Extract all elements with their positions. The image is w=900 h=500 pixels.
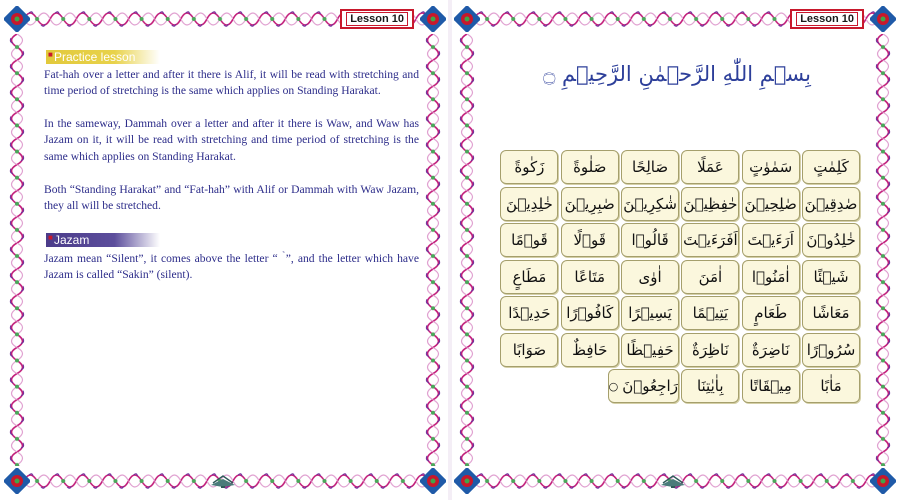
- word-row: [498, 296, 860, 333]
- quran-stand-icon: [210, 474, 236, 488]
- word-cell: اَرَءَيۡتَ: [742, 223, 800, 257]
- jazam-heading-text: Jazam: [54, 233, 90, 247]
- word-cell: بِاٰيٰتِنَا: [681, 369, 739, 403]
- ornamental-border-right: [872, 34, 894, 466]
- word-row: [498, 187, 860, 224]
- practice-paragraph-2: In the sameway, Dammah over a letter and after it there is Waw, and Waw has Jazam on it, it will be read with stretching and time period of stretching is the same which applies on Standing Harakat.: [44, 117, 419, 163]
- word-row: [498, 333, 860, 370]
- word-cell: مِيۡقَاتًا: [742, 369, 800, 403]
- word-cell: مَتَاعًا: [561, 260, 619, 294]
- word-cell: يَتِيۡمًا: [681, 296, 739, 330]
- lesson-badge-label: Lesson 10: [346, 12, 408, 26]
- practice-paragraph-3: Both “Standing Harakat” and “Fat-hah” with Alif or Dammah with Waw Jazam, they all will be stretched.: [44, 183, 419, 213]
- word-cell: زَكٰوةً: [500, 150, 558, 184]
- word-cell-final: [608, 369, 679, 403]
- word-practice-grid: [498, 150, 860, 406]
- word-cell: نَاظِرَةٌ: [681, 333, 739, 367]
- end-circle-icon: ○: [608, 379, 619, 393]
- corner-ornament: [454, 468, 480, 494]
- word-cell: حٰفِظِيۡنَ: [681, 187, 739, 221]
- word-cell: حَافِظٌ: [561, 333, 619, 367]
- right-page: [452, 0, 898, 500]
- word-cell: سَمٰوٰتٍ: [742, 150, 800, 184]
- word-cell: خٰلِدُوۡنَ: [802, 223, 860, 257]
- word-cell: اٰمَنُوۡا: [742, 260, 800, 294]
- word-cell: عَمَلًا: [681, 150, 739, 184]
- corner-ornament: [4, 6, 30, 32]
- word-cell: شٰكِرِيۡنَ: [621, 187, 679, 221]
- word-row: [498, 223, 860, 260]
- practice-lesson-heading-text: Practice lesson: [54, 50, 136, 64]
- word-cell: صٰبِرِيۡنَ: [561, 187, 619, 221]
- ornamental-border-right: [422, 34, 444, 466]
- left-page: [2, 0, 448, 500]
- final-word: رَاجِعُوۡنَ: [622, 377, 678, 395]
- practice-lesson-heading: [46, 50, 160, 64]
- word-cell: صٰدِقِيۡنَ: [802, 187, 860, 221]
- word-cell: سُرُوۡرًا: [802, 333, 860, 367]
- word-cell: يَسِيۡرًا: [621, 296, 679, 330]
- word-cell: حَفِيۡظًا: [621, 333, 679, 367]
- word-cell: صَالِحًا: [621, 150, 679, 184]
- word-cell: خٰلِدِيۡنَ: [500, 187, 558, 221]
- corner-ornament: [870, 468, 896, 494]
- word-cell: قَوۡلًا: [561, 223, 619, 257]
- corner-ornament: [420, 6, 446, 32]
- ornamental-border-left: [6, 34, 28, 466]
- word-cell: كَافُوۡرًا: [561, 296, 619, 330]
- lesson-badge: [340, 9, 414, 29]
- corner-ornament: [870, 6, 896, 32]
- word-cell: نَاضِرَةٌ: [742, 333, 800, 367]
- bismillah-heading: بِسۡمِ اللّٰهِ الرَّحۡمٰنِ الرَّحِيۡمِ ۝: [543, 62, 811, 86]
- lesson-badge-label: Lesson 10: [796, 12, 858, 26]
- word-cell: قَوۡمًا: [500, 223, 558, 257]
- word-cell: صٰلِحِيۡنَ: [742, 187, 800, 221]
- practice-paragraph-1: Fat-hah over a letter and after it there is Alif, it will be read with stretching and time period of stretching is the same which applies on Standing Harakat.: [44, 68, 419, 98]
- word-row: [498, 369, 860, 406]
- ornamental-border-left: [456, 34, 478, 466]
- word-cell: صَوَابًا: [500, 333, 558, 367]
- word-cell: كَلِمٰتٍ: [802, 150, 860, 184]
- word-row: [498, 150, 860, 187]
- word-cell: مَاٰبًا: [802, 369, 860, 403]
- word-cell: اٰمَنَ: [681, 260, 739, 294]
- word-cell: اَفَرَءَيۡتَ: [681, 223, 739, 257]
- lesson-badge: [790, 9, 864, 29]
- word-cell: صَلٰوةً: [561, 150, 619, 184]
- word-cell: مَطَاعٍ: [500, 260, 558, 294]
- quran-stand-icon: [660, 474, 686, 488]
- word-cell: طَعَامٍ: [742, 296, 800, 330]
- corner-ornament: [420, 468, 446, 494]
- corner-ornament: [454, 6, 480, 32]
- word-cell: اٰوٰى: [621, 260, 679, 294]
- word-cell: قَالُوۡا: [621, 223, 679, 257]
- corner-ornament: [4, 468, 30, 494]
- word-cell: مَعَاشًا: [802, 296, 860, 330]
- word-row: [498, 260, 860, 297]
- jazam-paragraph: Jazam mean “Silent”, it comes above the letter “ ۡ ”, and the letter which have Jazam is called “Sakin” (silent).: [44, 252, 419, 282]
- heading-bullet-icon: ■: [48, 50, 53, 59]
- heading-bullet-icon: ■: [48, 233, 53, 242]
- word-cell: حَدِيۡدًا: [500, 296, 558, 330]
- word-cell: شَيۡئًا: [802, 260, 860, 294]
- jazam-heading: [46, 233, 160, 247]
